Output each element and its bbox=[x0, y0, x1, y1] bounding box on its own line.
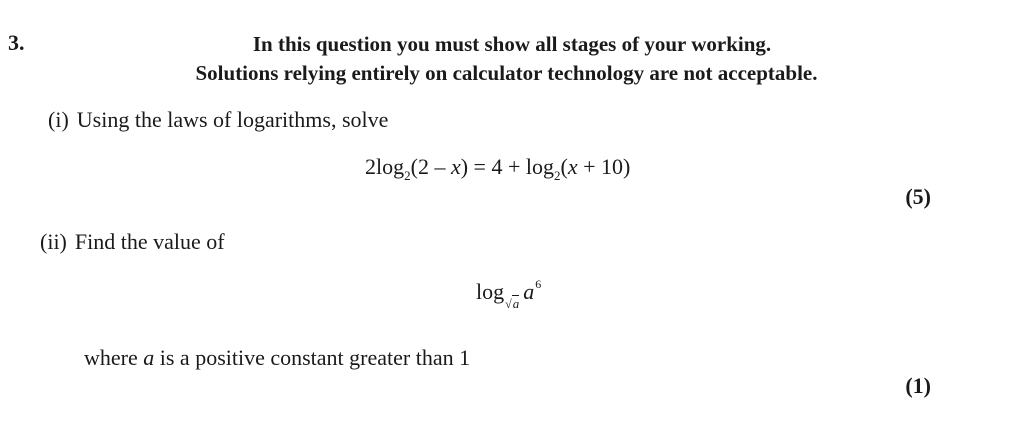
expr-log: log bbox=[476, 279, 505, 304]
eq-log-base-2: 2 bbox=[554, 168, 561, 183]
eq-log-base-1: 2 bbox=[404, 168, 411, 183]
instruction-line-1: In this question you must show all stages of your working. bbox=[252, 32, 772, 56]
condition-suffix: is a positive constant greater than 1 bbox=[154, 345, 471, 370]
part-i-marks: (5) bbox=[905, 184, 931, 209]
eq-var-x-2: x bbox=[567, 154, 578, 179]
expr-exponent: 6 bbox=[535, 277, 542, 291]
part-i-label: (i) bbox=[48, 107, 69, 132]
part-ii-marks: (1) bbox=[905, 373, 931, 398]
condition-prefix: where bbox=[84, 345, 144, 370]
part-ii-prompt bbox=[40, 229, 225, 255]
eq-arg-2-close: + 10) bbox=[577, 154, 631, 179]
eq-arg-1-open: (2 – bbox=[410, 154, 451, 179]
eq-log-1: log bbox=[376, 154, 405, 179]
part-i-prompt bbox=[48, 107, 388, 133]
eq-arg-2-open: ( bbox=[560, 154, 568, 179]
instruction-line-2: Solutions relying entirely on calculator technology are not acceptable. bbox=[195, 61, 818, 85]
part-i-equation bbox=[365, 154, 631, 183]
part-ii-expression bbox=[476, 277, 542, 311]
expr-log-base bbox=[505, 296, 519, 311]
eq-log-2: log bbox=[525, 154, 554, 179]
eq-coefficient: 2 bbox=[365, 154, 376, 179]
sqrt-icon: √ bbox=[505, 297, 512, 311]
question-number: 3. bbox=[8, 30, 25, 55]
part-ii-text: Find the value of bbox=[74, 229, 225, 254]
expr-base-var: a bbox=[512, 296, 520, 311]
part-ii-label: (ii) bbox=[40, 229, 67, 254]
part-i-text: Using the laws of logarithms, solve bbox=[76, 107, 389, 132]
expr-arg-var: a bbox=[523, 279, 535, 304]
part-ii-condition bbox=[84, 345, 470, 371]
eq-arg-1-close: ) bbox=[460, 154, 469, 179]
eq-equals: = 4 + bbox=[468, 154, 526, 179]
condition-var: a bbox=[143, 345, 155, 370]
eq-var-x-1: x bbox=[450, 154, 461, 179]
